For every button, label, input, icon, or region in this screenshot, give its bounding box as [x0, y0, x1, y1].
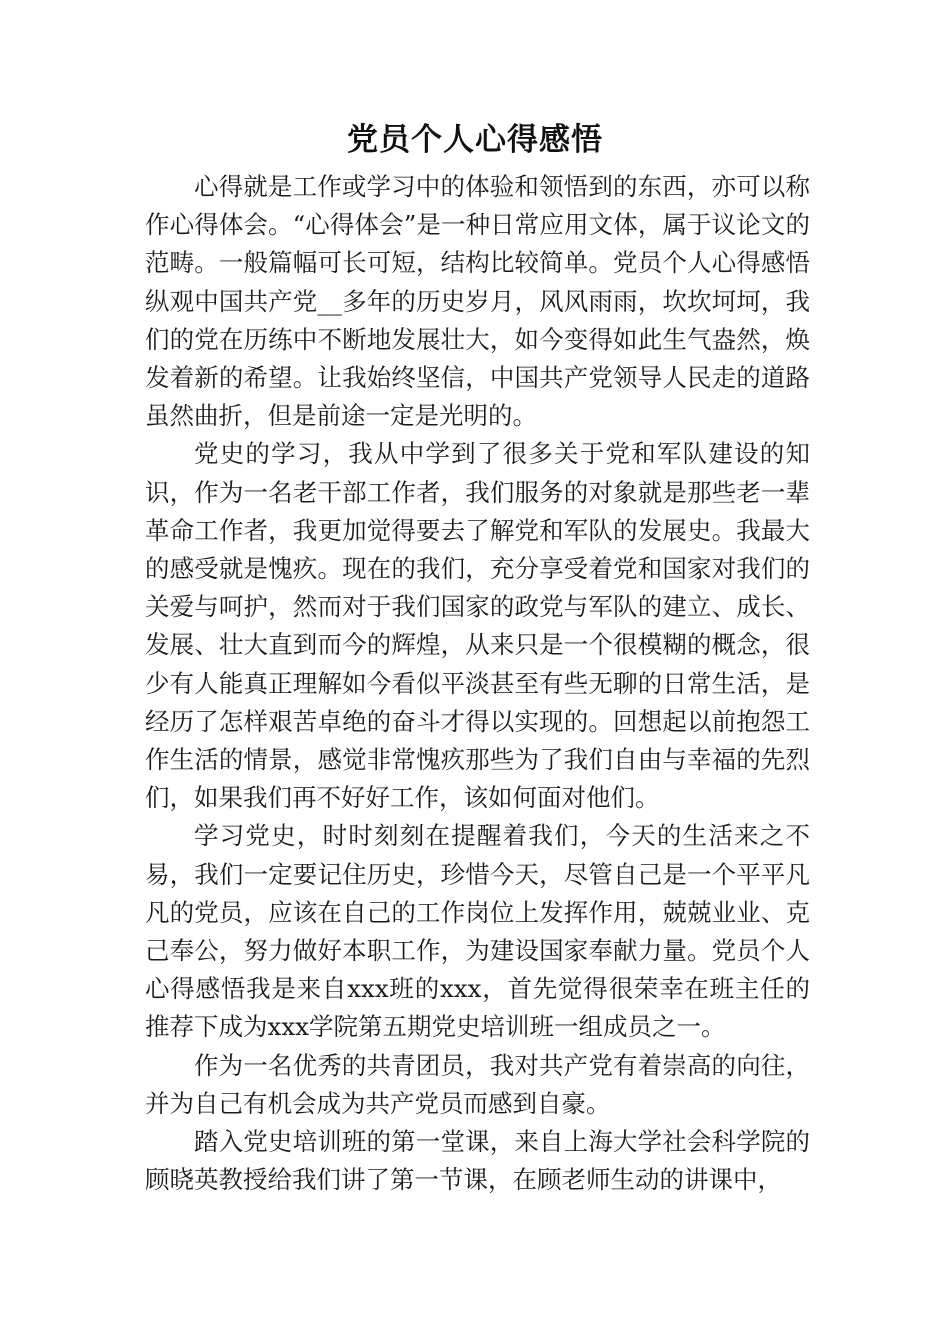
paragraph-2: 党史的学习，我从中学到了很多关于党和军队建设的知识，作为一名老干部工作者，我们服务的对象就是那些老一辈革命工作者，我更加觉得要去了解党和军队的发展史。我最大的感受就是愧疚。现在的我们，充分享受着党和国家对我们的关爱与呵护，然而对于我们国家的政党与军队的建立、成长、发展、壮大直到而今的辉煌，从来只是一个很模糊的概念，很少有人能真正理解如今看似平淡甚至有些无聊的日常生活，是经历了怎样艰苦卓绝的奋斗才得以实现的。回想起以前抱怨工作生活的情景，感觉非常愧疚那些为了我们自由与幸福的先烈们，如果我们再不好好工作，该如何面对他们。 — [145, 439, 810, 813]
document-body — [145, 168, 810, 1199]
paragraph-3: 学习党史，时时刻刻在提醒着我们，今天的生活来之不易，我们一定要记住历史，珍惜今天，尽管自己是一个平平凡凡的党员，应该在自己的工作岗位上发挥作用，兢兢业业、克己奉公，努力做好本职工作，为建设国家奉献力量。党员个人心得感悟我是来自xxx班的xxx，首先觉得很荣幸在班主任的推荐下成为xxx学院第五期党史培训班一组成员之一。 — [145, 821, 810, 1042]
paragraph-1: 心得就是工作或学习中的体验和领悟到的东西，亦可以称作心得体会。“心得体会”是一种日常应用文体，属于议论文的范畴。一般篇幅可长可短，结构比较简单。党员个人心得感悟纵观中国共产党__多年的历史岁月，风风雨雨，坎坎坷坷，我们的党在历练中不断地发展壮大，如今变得如此生气盎然，焕发着新的希望。让我始终坚信，中国共产党领导人民走的道路虽然曲折，但是前途一定是光明的。 — [145, 172, 810, 431]
document-title: 党员个人心得感悟 — [347, 122, 603, 158]
paragraph-4: 作为一名优秀的共青团员，我对共产党有着崇高的向往，并为自己有机会成为共产党员而感到自豪。 — [145, 1050, 810, 1118]
paragraph-5: 踏入党史培训班的第一堂课，来自上海大学社会科学院的顾晓英教授给我们讲了第一节课，在顾老师生动的讲课中， — [145, 1127, 810, 1195]
